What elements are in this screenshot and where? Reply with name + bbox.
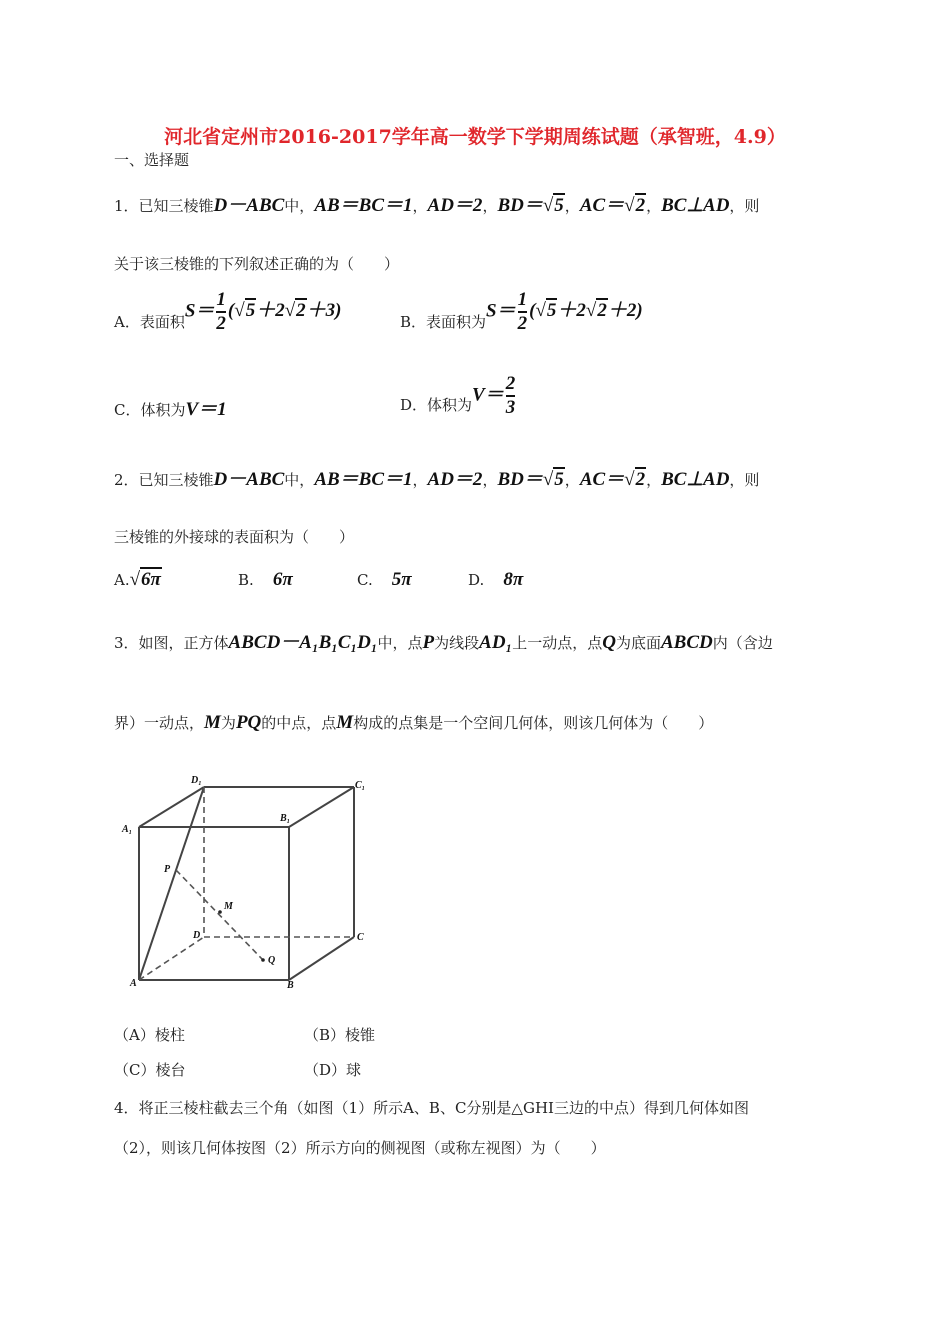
q2-comma: ， bbox=[564, 471, 580, 489]
question-3-line-1 bbox=[114, 633, 773, 653]
math-5pi: 5π bbox=[391, 569, 412, 590]
q2-number: 2．已知三棱锥 bbox=[114, 471, 214, 489]
cube-figure bbox=[118, 770, 378, 996]
math-perp: BC⊥AD bbox=[661, 195, 730, 216]
document-title: 河北省定州市2016-2017学年高一数学下学期周练试题（承智班，4.9） bbox=[164, 126, 786, 148]
label-b: B bbox=[287, 980, 294, 991]
q1-text: 中， bbox=[284, 197, 315, 215]
label-c1: C₁ bbox=[355, 780, 366, 791]
math-ad1: AD₁ bbox=[479, 632, 513, 653]
math-pq: PQ bbox=[235, 712, 262, 733]
math-8pi: 8π bbox=[503, 569, 524, 590]
math-q: Q bbox=[602, 632, 616, 653]
q3-text: 为线段 bbox=[434, 634, 480, 652]
math-p: P bbox=[422, 632, 435, 653]
q1-option-c: C．体积为V＝1 bbox=[114, 399, 227, 420]
math-abcd: ABCD bbox=[660, 632, 713, 653]
q2-text: ，则 bbox=[729, 471, 760, 489]
question-4-line-1: 4．将正三棱柱截去三个角（如图（1）所示A、B、C分别是△GHI三边的中点）得到几何体如图 bbox=[114, 1099, 749, 1117]
q2-option-d: D. 8π bbox=[468, 569, 524, 590]
math-cube: ABCD－A₁B₁C₁D₁ bbox=[228, 632, 378, 653]
math-ad: AD＝2 bbox=[427, 469, 483, 490]
q3-option-d: （D）球 bbox=[304, 1061, 362, 1079]
q2-text: 中， bbox=[284, 471, 315, 489]
label-d: D bbox=[193, 930, 201, 941]
q1-comma: ， bbox=[412, 197, 428, 215]
q2-comma: ， bbox=[646, 471, 662, 489]
q3-text: 的中点，点 bbox=[261, 714, 337, 732]
math-ac: AC＝√2 bbox=[579, 195, 646, 216]
math-m: M bbox=[336, 712, 354, 733]
math-ab-bc: AB＝BC＝1 bbox=[314, 469, 413, 490]
q3-text: 为底面 bbox=[615, 634, 661, 652]
question-2-line-1 bbox=[114, 470, 759, 490]
math-volume-d: V＝ $\frac{2}{3}$ bbox=[472, 373, 516, 418]
section-heading: 一、选择题 bbox=[114, 151, 190, 169]
q3-option-a: （A）棱柱 bbox=[114, 1026, 185, 1044]
math-surface-b: S＝ $\frac{1}{2}$ (√5＋2√2＋2) bbox=[486, 289, 643, 334]
q3-number: 3．如图，正方体 bbox=[114, 634, 229, 652]
math-ac: AC＝√2 bbox=[579, 469, 646, 490]
q3-text: 界）一动点， bbox=[114, 714, 205, 732]
q1-option-b: B．表面积为S＝ $\frac{1}{2}$ (√5＋2√2＋2) bbox=[400, 289, 643, 334]
point-m bbox=[218, 910, 222, 914]
q1-option-a: A．表面积S＝ $\frac{1}{2}$ (√5＋2√2＋3) bbox=[114, 289, 342, 334]
q2-comma: ， bbox=[482, 471, 498, 489]
q3-text: 为 bbox=[220, 714, 236, 732]
q1-comma: ， bbox=[482, 197, 498, 215]
math-surface-a: S＝ $\frac{1}{2}$ (√5＋2√2＋3) bbox=[184, 289, 342, 334]
question-2-line-2: 三棱锥的外接球的表面积为（ ） bbox=[114, 528, 355, 546]
q1-option-d: D．体积为V＝ $\frac{2}{3}$ bbox=[400, 373, 516, 418]
edge-a1d1 bbox=[139, 787, 204, 827]
math-ad: AD＝2 bbox=[427, 195, 483, 216]
math-bd: BD＝√5 bbox=[497, 195, 564, 216]
math-6pi: 6π bbox=[272, 569, 293, 590]
q1-comma: ， bbox=[564, 197, 580, 215]
q2-option-a: A.√6π bbox=[114, 569, 161, 590]
edge-b1c1 bbox=[289, 787, 354, 827]
q3-text: 上一动点，点 bbox=[512, 634, 603, 652]
q2-option-c: C. 5π bbox=[357, 569, 412, 590]
math-sqrt6pi: √6π bbox=[129, 569, 161, 590]
math-ab-bc: AB＝BC＝1 bbox=[314, 195, 413, 216]
q3-text: 中，点 bbox=[377, 634, 423, 652]
q3-option-c: （C）棱台 bbox=[114, 1061, 186, 1079]
q1-comma: ， bbox=[646, 197, 662, 215]
q3-option-b: （B）棱锥 bbox=[304, 1026, 376, 1044]
question-1-line-1 bbox=[114, 196, 759, 216]
label-a: A bbox=[130, 978, 137, 989]
question-4-line-2: （2），则该几何体按图（2）所示方向的侧视图（或称左视图）为（ ） bbox=[114, 1139, 606, 1157]
label-p: P bbox=[164, 864, 171, 875]
math-bd: BD＝√5 bbox=[497, 469, 564, 490]
q2-comma: ， bbox=[412, 471, 428, 489]
edge-bc bbox=[289, 937, 354, 980]
math-d-abc: D－ABC bbox=[213, 195, 285, 216]
edge-ad1 bbox=[139, 787, 204, 980]
label-d1: D₁ bbox=[191, 775, 202, 786]
math-volume-c: V＝1 bbox=[185, 399, 227, 420]
math-d-abc: D－ABC bbox=[213, 469, 285, 490]
math-perp: BC⊥AD bbox=[661, 469, 730, 490]
q3-text: 内（含边 bbox=[712, 634, 773, 652]
point-q bbox=[261, 958, 265, 962]
question-3-line-2 bbox=[114, 713, 713, 733]
math-m: M bbox=[204, 712, 221, 733]
label-m: M bbox=[224, 901, 233, 912]
label-b1: B₁ bbox=[280, 813, 291, 824]
question-1-line-2: 关于该三棱锥的下列叙述正确的为（ ） bbox=[114, 255, 400, 273]
label-a1: A₁ bbox=[122, 824, 133, 835]
q3-text: 构成的点集是一个空间几何体，则该几何体为（ ） bbox=[353, 714, 714, 732]
label-c: C bbox=[357, 932, 364, 943]
label-q: Q bbox=[268, 955, 276, 966]
q2-option-b: B. 6π bbox=[238, 569, 293, 590]
q1-text: ，则 bbox=[729, 197, 760, 215]
hidden-edge-ad bbox=[139, 937, 204, 980]
q1-number: 1．已知三棱锥 bbox=[114, 197, 214, 215]
